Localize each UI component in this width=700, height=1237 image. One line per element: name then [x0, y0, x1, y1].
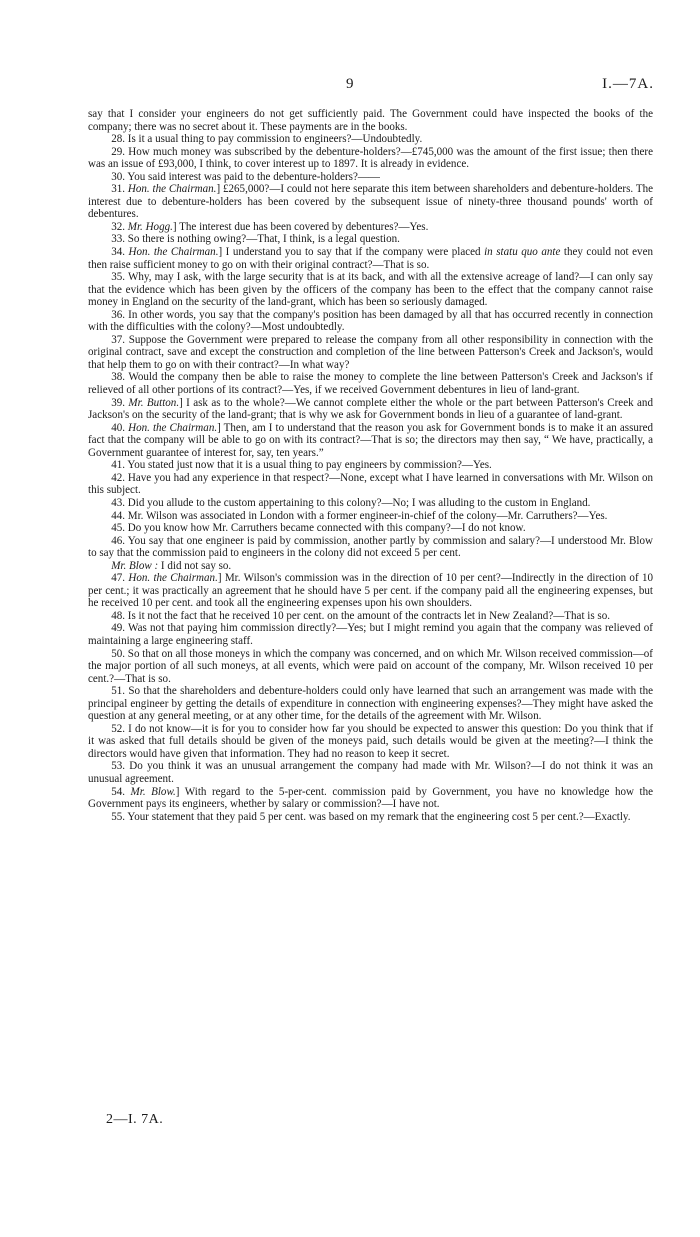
paragraph-text: 39.	[111, 396, 129, 409]
paragraph-text: they could not even then raise sufficient money to go on with their original contract?—That is so.	[88, 246, 653, 271]
speaker-or-phrase-italic: Hon. the Chairman.	[128, 246, 219, 259]
evidence-paragraph	[88, 108, 653, 133]
evidence-transcript	[88, 108, 653, 823]
evidence-paragraph	[88, 760, 653, 785]
paragraph-text: 50. So that on all those moneys in which the company was concerned, and on which Mr. Wilson received commission—of the major portion of all such moneys, at all events, which were paid on account of the company, Mr. Wilson received 10 per cent.?—That is so.	[88, 647, 653, 685]
evidence-paragraph	[88, 221, 653, 234]
evidence-paragraph	[88, 510, 653, 523]
paragraph-text: ] £265,000?—I could not here separate this item between shareholders and debenture-holders. The interest due to debenture-holders has been covered by the subsequent issue of ninety-three thousand pounds' worth of debentures.	[88, 183, 653, 221]
evidence-paragraph	[88, 397, 653, 422]
evidence-paragraph	[88, 497, 653, 510]
paragraph-text: 53. Do you think it was an unusual arrangement the company had made with Mr. Wilson?—I do not think it was an unusual agreement.	[88, 760, 653, 785]
evidence-paragraph	[88, 522, 653, 535]
evidence-paragraph	[88, 371, 653, 396]
paragraph-text: 40.	[111, 421, 129, 434]
page-number: 9	[346, 76, 354, 92]
evidence-paragraph	[88, 271, 653, 309]
paragraph-text: ] I understand you to say that if the company were placed	[218, 246, 485, 259]
evidence-paragraph	[88, 309, 653, 334]
paragraph-text: 54.	[111, 785, 131, 798]
evidence-paragraph	[88, 622, 653, 647]
evidence-paragraph	[88, 472, 653, 497]
paragraph-text: 38. Would the company then be able to raise the money to complete the line between Patterson's Creek and Jackson's if relieved of all other portions of its contract?—Yes, if we received Government debentures in lieu of land-grant.	[88, 371, 653, 397]
paragraph-text: ] I ask as to the whole?—We cannot complete either the whole or the part between Patterson's Creek and Jackson's on the security of the land-grant; that is why we ask for Government bonds in lieu of a guarantee of land-grant.	[88, 396, 653, 422]
paragraph-text: 31.	[111, 183, 128, 196]
paragraph-text: 51. So that the shareholders and debenture-holders could only have learned that such an arrangement was made with the principal engineer by getting the details of expenditure in connection with engineering expenses?—They might have asked the question at any general meeting, or at any other time, for the details of the agreement with Mr. Wilson.	[88, 685, 653, 723]
evidence-paragraph	[88, 610, 653, 623]
evidence-paragraph	[88, 648, 653, 686]
evidence-paragraph	[88, 560, 653, 573]
evidence-paragraph	[88, 811, 653, 824]
speaker-or-phrase-italic: Mr. Blow :	[111, 559, 159, 572]
paragraph-text: 44. Mr. Wilson was associated in London with a former engineer-in-chief of the colony—Mr. Carruthers?—Yes.	[111, 509, 608, 522]
evidence-paragraph	[88, 459, 653, 472]
paragraph-text: 46. You say that one engineer is paid by commission, another partly by commission and salary?—I understood Mr. Blow to say that the commission paid to engineers in the colony did not exceed 5 per cent.	[88, 534, 653, 560]
paragraph-text: 36. In other words, you say that the company's position has been damaged by all that has occurred recently in connection with the difficulties with the colony?—Most undoubtedly.	[88, 308, 653, 334]
paragraph-text: say that I consider your engineers do not get sufficiently paid. The Government could have inspected the books of the company; there was no secret about it. These payments are in the books.	[88, 108, 653, 133]
paragraph-text: 45. Do you know how Mr. Carruthers became connected with this company?—I do not know.	[111, 522, 526, 535]
paragraph-text: 29. How much money was subscribed by the debenture-holders?—£745,000 was the amount of the first issue; then there was an issue of £93,000, I think, to cover interest up to 1897. It is already in evidence.	[88, 145, 653, 171]
paragraph-text: 47.	[111, 572, 129, 585]
evidence-paragraph	[88, 334, 653, 372]
evidence-paragraph	[88, 183, 653, 221]
paragraph-text: 35. Why, may I ask, with the large security that is at its back, and with all the extensive acreage of land?—I can only say that the evidence which has been given by the officers of the company has been to the effect that the company cannot raise money in England on the security of the land-grant, which has been so seriously damaged.	[88, 271, 653, 309]
speaker-or-phrase-italic: Mr. Hogg.	[127, 220, 173, 233]
evidence-paragraph	[88, 246, 653, 271]
paragraph-text: ] Mr. Wilson's commission was in the direction of 10 per cent?—Indirectly in the direction of 10 per cent.; it was practically an agreement that he should have 5 per cent. if the company paid all the engineering expenses, but he received 10 per cent. and took all the engineering expenses upon his own shoulders.	[88, 572, 654, 610]
paragraph-text: 34.	[111, 246, 129, 259]
paragraph-text: 48. Is it not the fact that he received 10 per cent. on the amount of the contracts let in New Zealand?—That is so.	[111, 609, 610, 622]
paragraph-text: 42. Have you had any experience in that respect?—None, except what I have learned in conversations with Mr. Wilson on this subject.	[88, 471, 653, 497]
speaker-or-phrase-italic: Hon. the Chairman.	[128, 572, 218, 585]
paragraph-text: 43. Did you allude to the custom appertaining to this colony?—No; I was alluding to the custom in England.	[111, 496, 591, 509]
evidence-paragraph	[88, 133, 653, 146]
paragraph-text: 49. Was not that paying him commission directly?—Yes; but I might remind you again that the company was relieved of maintaining a large engineering staff.	[88, 622, 653, 647]
paragraph-text: 55. Your statement that they paid 5 per cent. was based on my remark that the engineering cost 5 per cent.?—Exactly.	[111, 810, 631, 823]
evidence-paragraph	[88, 171, 653, 184]
evidence-paragraph	[88, 572, 653, 610]
document-reference: I.—7A.	[602, 76, 654, 92]
paragraph-text: 37. Suppose the Government were prepared to release the company from all other responsibility in connection with the original contract, save and except the construction and completion of the line between Patterson's Creek and Jackson's, would that help them to go on with their contract?—In what way?	[88, 333, 653, 371]
signature-mark: 2—I. 7A.	[106, 1112, 164, 1127]
paragraph-text: I did not say so.	[158, 559, 232, 572]
paragraph-text: ] Then, am I to understand that the reason you ask for Government bonds is to make it an assured fact that the company will be able to go on with its contract?—That is so; the directors may then say, “ We have, practically, a Government guarantee of interest for, say, ten years.”	[88, 421, 653, 459]
speaker-or-phrase-italic: Mr. Button.	[128, 396, 180, 409]
speaker-or-phrase-italic: Hon. the Chairman.	[127, 183, 217, 196]
paragraph-text: 33. So there is nothing owing?—That, I think, is a legal question.	[111, 233, 400, 246]
paragraph-text: 32.	[111, 220, 128, 233]
evidence-paragraph	[88, 422, 653, 460]
evidence-paragraph	[88, 685, 653, 723]
evidence-paragraph	[88, 786, 653, 811]
paragraph-text: 28. Is it a usual thing to pay commission to engineers?—Undoubtedly.	[111, 133, 423, 146]
paragraph-text: 30. You said interest was paid to the debenture-holders?——	[111, 170, 380, 183]
paragraph-text: ] The interest due has been covered by debentures?—Yes.	[172, 220, 429, 233]
speaker-or-phrase-italic: Mr. Blow.	[130, 785, 176, 798]
evidence-paragraph	[88, 233, 653, 246]
paragraph-text: ] With regard to the 5-per-cent. commission paid by Government, you have no knowledge how the Government pays its engineers, whether by salary or commission?—I have not.	[88, 785, 653, 811]
paragraph-text: 52. I do not know—it is for you to consider how far you should be expected to answer this question: Do you think that if it was asked that full details should be given of the moneys paid, such details would be given at the meeting?—I think the directors would have given that information. They had no reason to keep it secret.	[88, 722, 653, 760]
evidence-paragraph	[88, 723, 653, 761]
speaker-or-phrase-italic: Hon. the Chairman.	[128, 421, 218, 434]
speaker-or-phrase-italic: in statu quo ante	[484, 246, 561, 259]
evidence-paragraph	[88, 146, 653, 171]
evidence-paragraph	[88, 535, 653, 560]
paragraph-text: 41. You stated just now that it is a usual thing to pay engineers by commission?—Yes.	[111, 459, 492, 472]
